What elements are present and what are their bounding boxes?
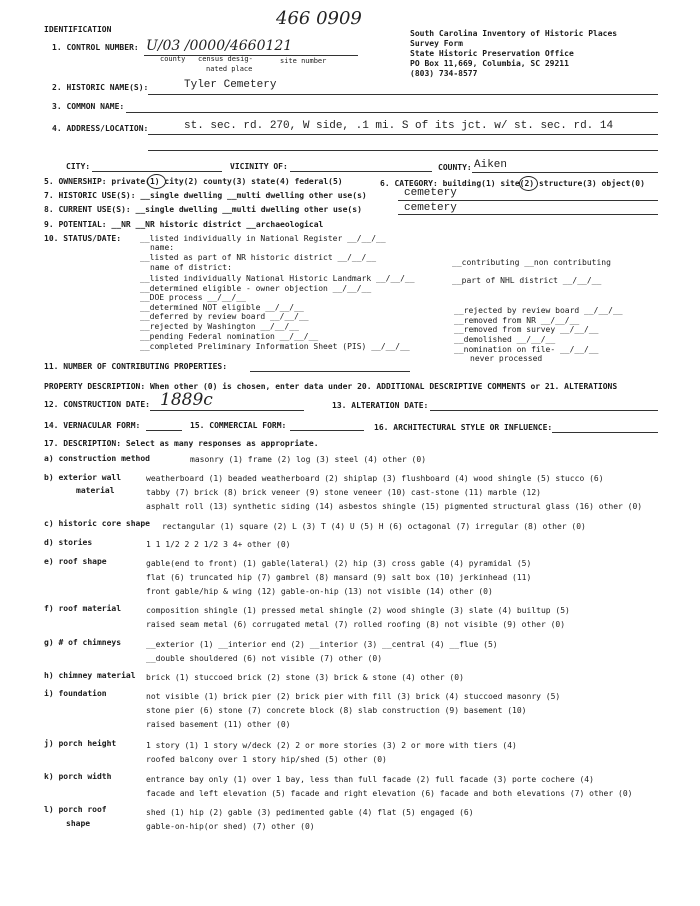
county-label: COUNTY:	[438, 163, 472, 172]
agency-line-4: PO Box 11,669, Columbia, SC 29211	[410, 59, 569, 68]
status-doe: __DOE process __/__/__	[140, 293, 246, 302]
description-label: 17. DESCRIPTION: Select as many responses as appropriate.	[44, 439, 319, 448]
porch-width-label: k) porch width	[44, 772, 112, 781]
control-census-caption: census desig-	[198, 55, 253, 63]
porch-roof-options-2: gable-on-hip(or shed) (7) other (0)	[146, 822, 315, 831]
status-never-processed: never processed	[470, 354, 543, 363]
core-shape-label: c) historic core shape	[44, 519, 150, 528]
historic-use-row: 7. HISTORIC USE(S): __single dwelling __multi dwelling other use(s)	[44, 191, 367, 200]
vernacular-form-label: 14. VERNACULAR FORM:	[44, 421, 141, 430]
roof-shape-options-3: front gable/hip & wing (12) gable-on-hip (13) not visible (14) other (0)	[146, 587, 493, 596]
status-rejected-washington: __rejected by Washington __/__/__	[140, 322, 299, 331]
status-removed-nr: __removed from NR __/__/__	[454, 316, 580, 325]
handwritten-file-number: 466 0909	[276, 8, 362, 29]
architectural-style-label: 16. ARCHITECTURAL STYLE OR INFLUENCE:	[374, 423, 553, 432]
site-selection-circle	[519, 176, 538, 191]
exterior-wall-options-2: tabby (7) brick (8) brick veneer (9) stone veneer (10) cast-stone (11) marble (12)	[146, 488, 541, 497]
agency-line-1: South Carolina Inventory of Historic Places	[410, 29, 618, 38]
potential-row: 9. POTENTIAL: __NR __NR historic district __archaeological	[44, 220, 324, 229]
status-name: name:	[150, 243, 175, 252]
status-demolished: __demolished __/__/__	[454, 335, 556, 344]
chimneys-options-1: __exterior (1) __interior end (2) __interior (3) __central (4) __flue (5)	[146, 640, 498, 649]
contributing-label: 11. NUMBER OF CONTRIBUTING PROPERTIES:	[44, 362, 228, 371]
stories-options: 1 1 1/2 2 2 1/2 3 4+ other (0)	[146, 540, 291, 549]
county-value[interactable]: Aiken	[474, 159, 508, 171]
status-owner-objection: __determined eligible - owner objection __/__/__	[140, 284, 372, 293]
foundation-options-1: not visible (1) brick pier (2) brick pier with fill (3) brick (4) stuccoed masonry (5)	[146, 692, 561, 701]
porch-width-options-1: entrance bay only (1) over 1 bay, less than full facade (2) full facade (3) porte cochere (4)	[146, 775, 594, 784]
status-label: 10. STATUS/DATE:	[44, 234, 122, 243]
control-number-label: 1. CONTROL NUMBER:	[52, 43, 139, 52]
agency-line-3: State Historic Preservation Office	[410, 49, 574, 58]
status-nhl: __listed individually National Historic Landmark __/__/__	[140, 274, 415, 283]
status-nhl-district: __part of NHL district __/__/__	[452, 276, 602, 285]
status-listed-district: __listed as part of NR historic district __/__/__	[140, 253, 377, 262]
commercial-form-label: 15. COMMERCIAL FORM:	[190, 421, 287, 430]
status-not-eligible: __determined NOT eligible __/__/__	[140, 303, 304, 312]
current-use-row: 8. CURRENT USE(S): __single dwelling __multi dwelling other use(s)	[44, 205, 362, 214]
porch-roof-label: l) porch roof	[44, 805, 107, 814]
property-description-note: PROPERTY DESCRIPTION: When other (0) is chosen, enter data under 20. ADDITIONAL DESCRIPTIVE COMMENTS or 21. ALTERATIONS	[44, 382, 618, 391]
construction-method-label: a) construction method	[44, 454, 150, 463]
core-shape-options: rectangular (1) square (2) L (3) T (4) U (5) H (6) octagonal (7) irregular (8) other (0)	[162, 522, 586, 531]
historic-name-value[interactable]: Tyler Cemetery	[184, 79, 277, 91]
porch-height-options-2: roofed balcony over 1 story hip/shed (5) other (0)	[146, 755, 387, 764]
control-place-caption: nated place	[206, 65, 253, 73]
private-selection-circle	[147, 174, 166, 189]
foundation-options-3: raised basement (11) other (0)	[146, 720, 291, 729]
agency-line-5: (803) 734-8577	[410, 69, 478, 78]
vicinity-label: VICINITY OF:	[230, 162, 288, 171]
address-value[interactable]: st. sec. rd. 270, W side, .1 mi. S of its jct. w/ st. sec. rd. 14	[184, 120, 614, 132]
foundation-label: i) foundation	[44, 689, 107, 698]
status-deferred: __deferred by review board __/__/__	[140, 312, 309, 321]
historic-use-value[interactable]: cemetery	[404, 187, 457, 199]
status-pis: __completed Preliminary Information Sheet (PIS) __/__/__	[140, 342, 410, 351]
status-district-name: name of district:	[150, 263, 232, 272]
roof-shape-options-2: flat (6) truncated hip (7) gambrel (8) mansard (9) salt box (10) jerkinhead (11)	[146, 573, 532, 582]
porch-width-options-2: facade and left elevation (5) facade and right elevation (6) facade and both elevations (7) other (0)	[146, 789, 633, 798]
roof-material-label: f) roof material	[44, 604, 122, 613]
ownership-row: 5. OWNERSHIP: private(1) city(2) county(3) state(4) federal(5)	[44, 177, 343, 186]
roof-shape-options-1: gable(end to front) (1) gable(lateral) (2) hip (3) cross gable (4) pyramidal (5)	[146, 559, 532, 568]
construction-date-label: 12. CONSTRUCTION DATE:	[44, 400, 150, 409]
construction-method-options: masonry (1) frame (2) log (3) steel (4) other (0)	[190, 455, 427, 464]
status-contributing: __contributing __non contributing	[452, 258, 611, 267]
city-label: CITY:	[66, 162, 91, 171]
control-site-caption: site number	[280, 57, 327, 65]
agency-line-2: Survey Form	[410, 39, 463, 48]
status-nomination: __nomination on file- __/__/__	[454, 345, 599, 354]
exterior-wall-options-3: asphalt roll (13) synthetic siding (14) asbestos shingle (15) pigmented structural glass (16) other (0)	[146, 502, 643, 511]
roof-material-options-1: composition shingle (1) pressed metal shingle (2) wood shingle (3) slate (4) builtup (5)	[146, 606, 570, 615]
status-listed-individually: __listed individually in National Register __/__/__	[140, 234, 386, 243]
porch-height-label: j) porch height	[44, 739, 117, 748]
status-removed-survey: __removed from survey __/__/__	[454, 325, 599, 334]
chimney-material-label: h) chimney material	[44, 671, 136, 680]
construction-date-value[interactable]: 1889c	[160, 390, 213, 410]
porch-roof-label-2: shape	[66, 819, 91, 828]
alteration-date-label: 13. ALTERATION DATE:	[332, 401, 429, 410]
chimney-material-options: brick (1) stuccoed brick (2) stone (3) brick & stone (4) other (0)	[146, 673, 464, 682]
address-label: 4. ADDRESS/LOCATION:	[52, 124, 149, 133]
historic-name-label: 2. HISTORIC NAME(S):	[52, 83, 149, 92]
stories-label: d) stories	[44, 538, 93, 547]
current-use-value[interactable]: cemetery	[404, 202, 457, 214]
chimneys-options-2: __double shouldered (6) not visible (7) other (0)	[146, 654, 383, 663]
porch-height-options-1: 1 story (1) 1 story w/deck (2) 2 or more stories (3) 2 or more with tiers (4)	[146, 741, 517, 750]
control-number-value[interactable]: U/03 /0000/4660121	[146, 38, 293, 54]
control-county-caption: county	[160, 55, 186, 63]
identification-label: IDENTIFICATION	[44, 25, 112, 34]
status-rejected-board: __rejected by review board __/__/__	[454, 306, 623, 315]
exterior-wall-label: b) exterior wall	[44, 473, 122, 482]
roof-material-options-2: raised seam metal (6) corrugated metal (7) rolled roofing (8) not visible (9) other (0)	[146, 620, 566, 629]
exterior-wall-label-2: material	[76, 486, 115, 495]
category-row: 6. CATEGORY: building(1) site(2) structure(3) object(0)	[380, 179, 645, 188]
common-name-label: 3. COMMON NAME:	[52, 102, 125, 111]
porch-roof-options-1: shed (1) hip (2) gable (3) pedimented gable (4) flat (5) engaged (6)	[146, 808, 474, 817]
foundation-options-2: stone pier (6) stone (7) concrete block (8) slab construction (9) basement (10)	[146, 706, 527, 715]
chimneys-label: g) # of chimneys	[44, 638, 122, 647]
exterior-wall-options-1: weatherboard (1) beaded weatherboard (2) shiplap (3) flushboard (4) wood shingle (5) stucco (6)	[146, 474, 604, 483]
roof-shape-label: e) roof shape	[44, 557, 107, 566]
status-pending: __pending Federal nomination __/__/__	[140, 332, 319, 341]
